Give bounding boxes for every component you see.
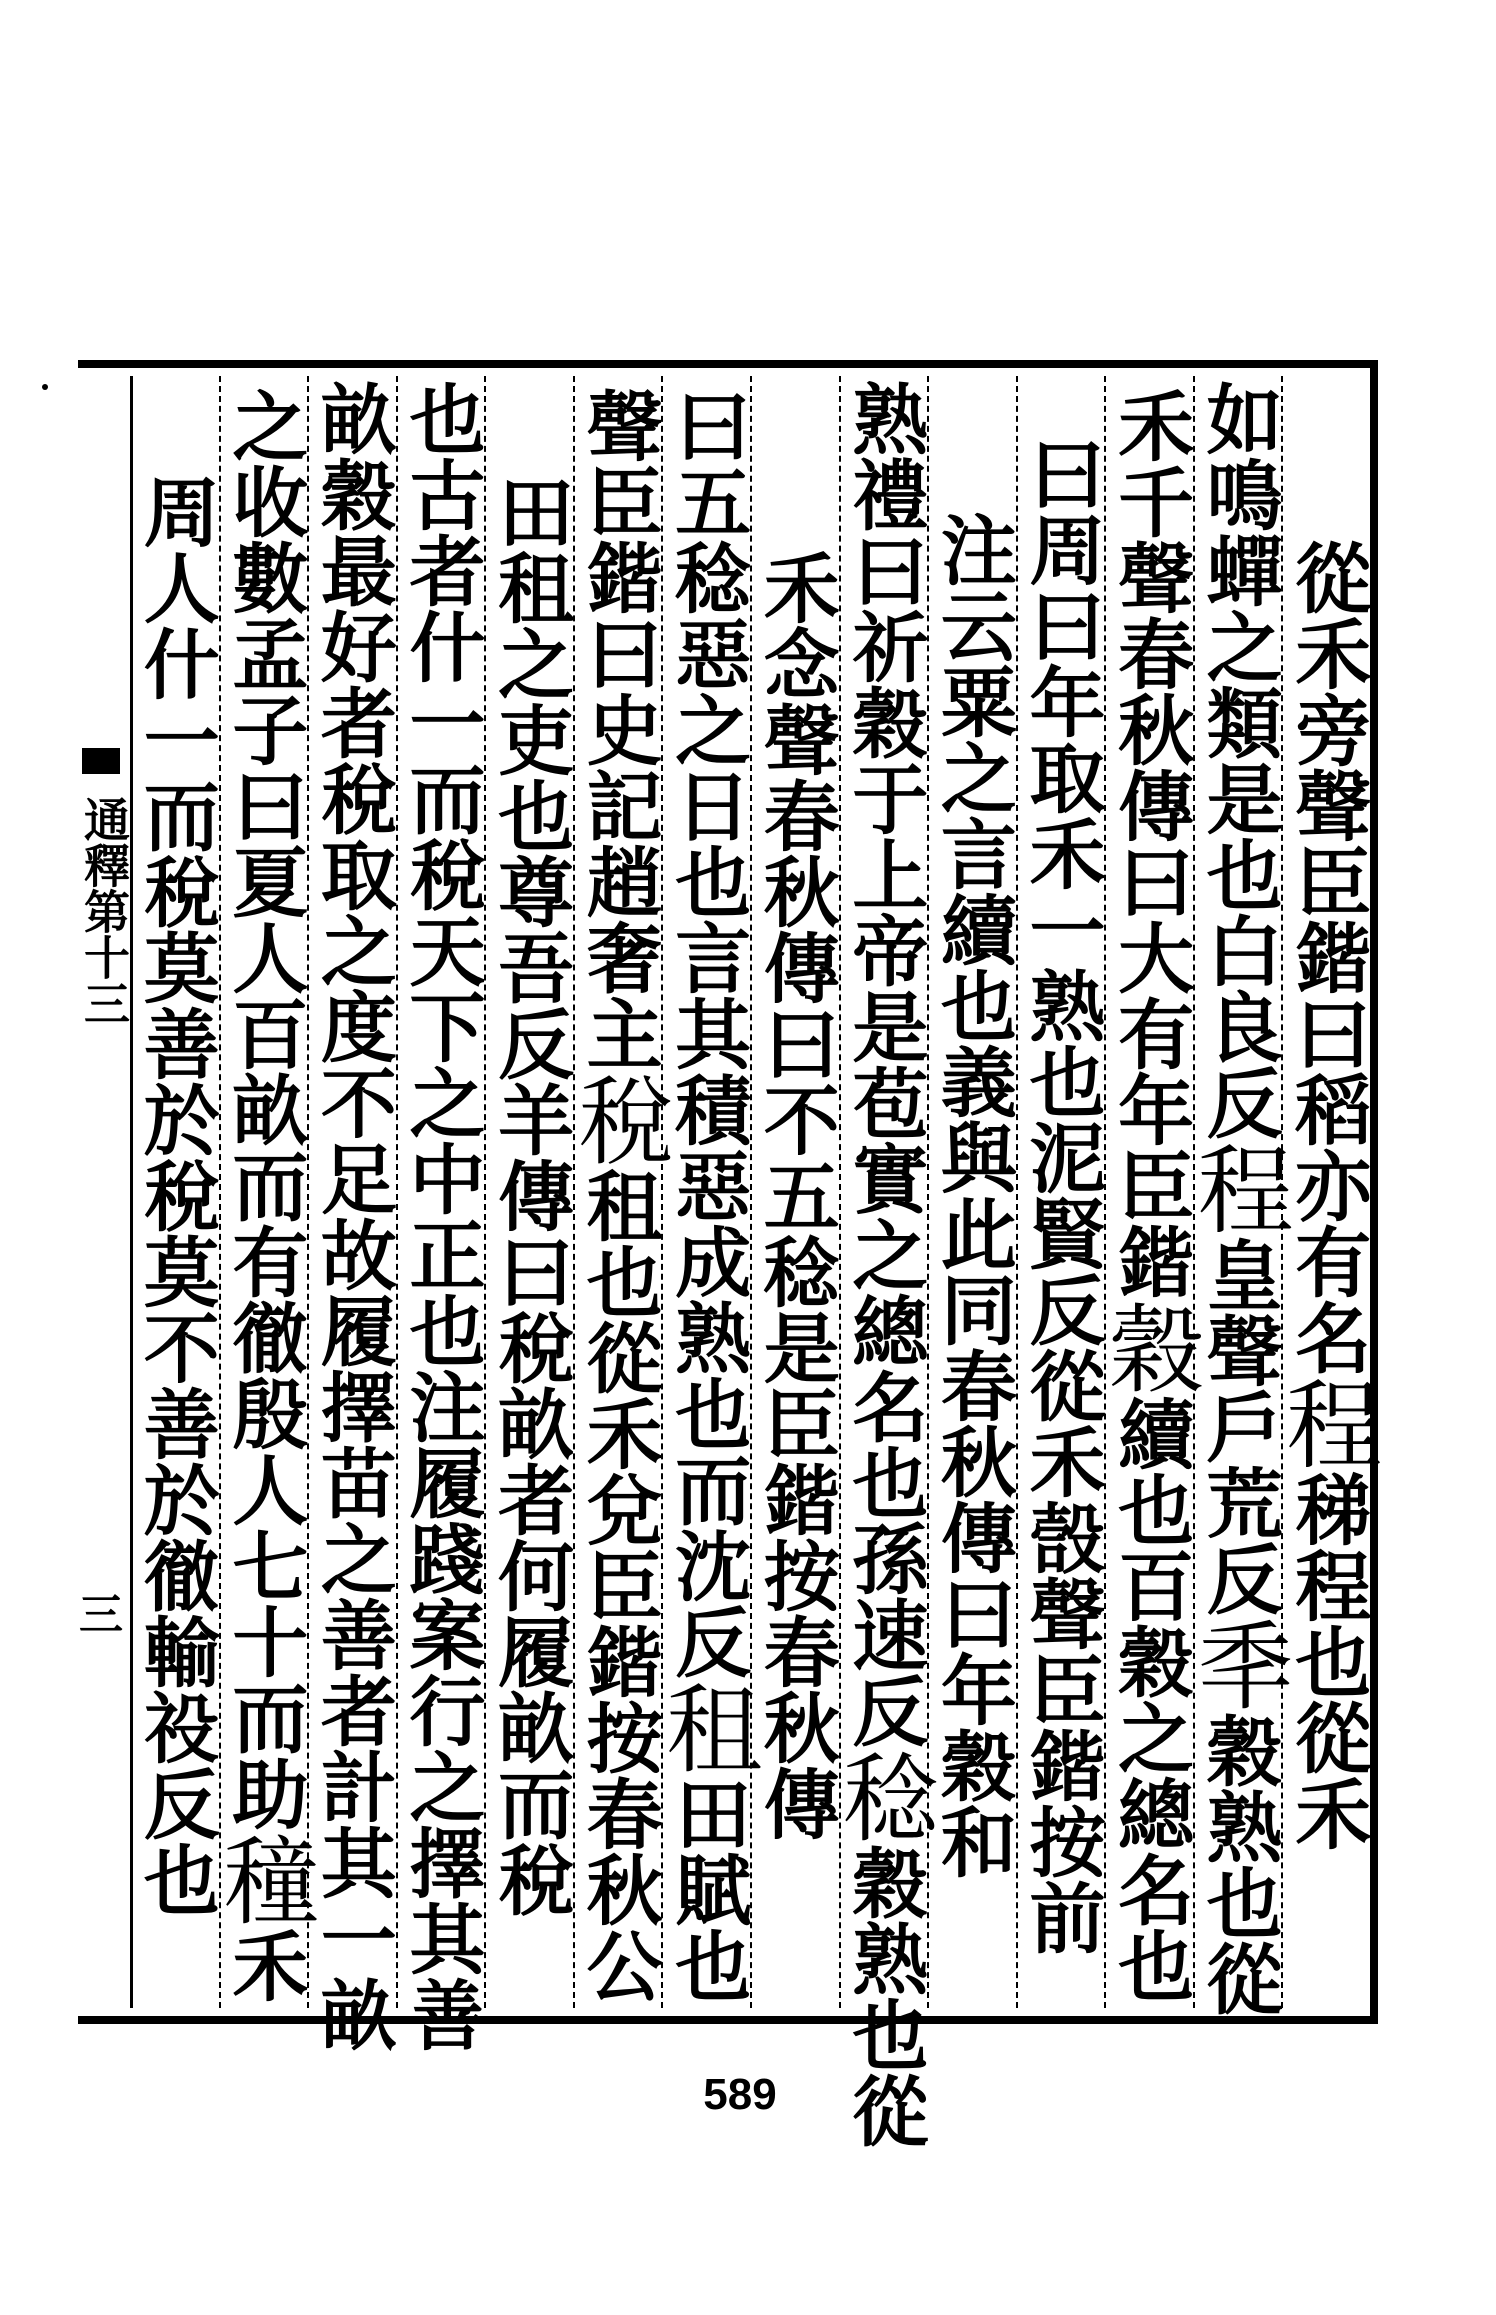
text-segment: 注云粟之言續也義與此同春秋傳曰年穀和 [928, 511, 1018, 1879]
margin-title: 通釋第十三 [77, 796, 131, 1026]
text-column-3 [1093, 380, 1206, 2010]
text-segment: 穀熟也從 [839, 1844, 929, 2148]
text-segment: 從禾旁聲臣鍇曰稻亦有名 [1282, 539, 1372, 1375]
text-column-4 [1017, 380, 1106, 2010]
text-segment: 田賦也 [662, 1775, 752, 2003]
text-segment: 聲臣鍇曰史記趙奢主 [574, 387, 664, 1071]
column-rule [130, 376, 133, 2008]
seal-script-character: 穜 [207, 1831, 320, 1927]
text-column-12 [308, 380, 398, 2052]
text-column-2 [1182, 380, 1295, 2016]
text-segment: 曰周曰年取禾一熟也泥賢反 [1017, 435, 1106, 1347]
text-segment: 續也百穀之總名也 [1105, 1395, 1195, 2003]
text-segment: 禾千聲春秋傳曰大有年臣鍇 [1105, 387, 1195, 1299]
seal-script-character: 稔 [827, 1748, 940, 1844]
text-segment: 如鳴蟬之類是也白良反 [1194, 380, 1284, 1140]
text-segment: 從禾嗀聲臣鍇按前 [1017, 1347, 1106, 1955]
text-segment: 皇聲戶荒反 [1194, 1236, 1284, 1616]
seal-script-character: 稅 [562, 1071, 675, 1167]
margin-leaf-number: 三 [71, 1591, 122, 1635]
text-segment: 穀熟也從 [1194, 1712, 1284, 2016]
text-segment: 周人什一而稅莫善於稅莫不善於徹輸祋反 [131, 473, 221, 1841]
text-segment: 租也從禾兌臣鍇按春秋公 [574, 1167, 664, 2003]
text-column-5 [928, 380, 1018, 2010]
seal-script-character: 秊 [1182, 1616, 1295, 1712]
seal-script-character: 程 [1270, 1375, 1383, 1471]
text-column-14 [131, 380, 221, 2010]
seal-script-character: 租 [650, 1679, 763, 1775]
text-segment: 曰五稔惡之日也言其積惡成熟也而沈反 [662, 387, 752, 1679]
text-column-9 [562, 380, 675, 2010]
text-segment: 田租之吏也尊吾反 [485, 473, 575, 1081]
text-column-13 [207, 380, 320, 2010]
ink-speck [42, 384, 48, 390]
seal-script-character: 程 [1182, 1140, 1295, 1236]
text-segment: 羊傳曰稅畝者何履畝而稅 [485, 1081, 575, 1917]
text-column-11 [397, 380, 486, 2052]
text-segment: 稊程也從禾 [1282, 1471, 1372, 1851]
text-segment: 畝穀最好者稅取之度不足故履擇苗之善者計其一畝 [308, 380, 398, 2052]
text-segment: 禾 [219, 1927, 309, 2003]
fold-margin [71, 376, 131, 2024]
text-segment: 之收數孟子曰夏人百畝而有徹殷人七十而助 [219, 387, 309, 1831]
text-column-1 [1270, 380, 1383, 2010]
text-column-10 [485, 380, 575, 2010]
text-segment: 也古者什一而稅天下之中正也注履踐案行之擇其善 [397, 380, 486, 2052]
text-column-6 [827, 380, 940, 2148]
seal-script-character: 穀 [1093, 1299, 1206, 1395]
text-column-8 [650, 380, 763, 2010]
margin-fishtail-mark [82, 748, 120, 774]
text-segment: 也 [131, 1841, 221, 1917]
text-segment: 禾念聲春秋傳曰不五稔是臣鍇按春秋傳 [751, 549, 841, 1841]
page-number: 589 [703, 2070, 777, 2119]
text-column-7 [751, 380, 841, 2010]
text-segment: 熟禮曰祈穀于上帝是苞實之總名也孫速反 [839, 380, 929, 1748]
